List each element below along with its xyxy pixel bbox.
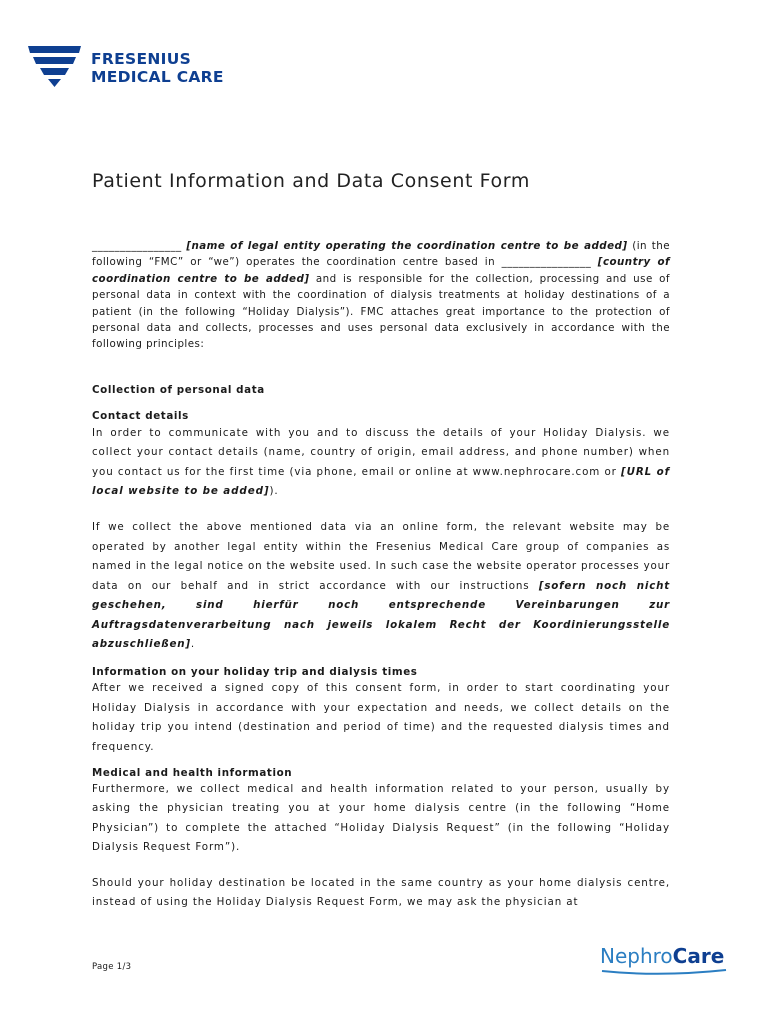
online-text: If we collect the above mentioned data via an online form, the relevant website may be operated by another legal entity within the Fresenius Medical Care group of companies as named in the legal notice on the website used. In such case the website operator processes your data on our behalf and in strict accordance with our instructions — [92, 521, 670, 592]
logo-wordmark — [91, 50, 224, 86]
placeholder-url: [URL of local website to be added] — [92, 465, 671, 498]
fresenius-emblem-icon — [27, 44, 83, 88]
intro-text-1: (in the following “FMC” or “we”) operates the coordination centre based in — [92, 240, 670, 269]
medical-paragraph: Furthermore, we collect medical and health information related to your person, usually by asking the physician treating you at your home dialysis centre (in the following “Home Physician”) to complete the attached “Holiday Dialysis Request” (in the following “Holiday Dialysis Request Form”). — [92, 782, 670, 854]
placeholder-german: [sofern noch nicht geschehen, sind hierfür noch entsprechende Vereinbarungen zur Auftragsdatenverarbeitung nach jeweils lokalem Recht der Koordinierungsstelle abzuschließen] — [92, 579, 671, 650]
section-heading-contact: Contact details — [92, 409, 189, 422]
contact-text: In order to communicate with you and to discuss the details of your Holiday Dialysis. we collect your contact details (name, country of origin, email address, and phone number) when you contact us for the first time (via phone, email or online at www.nephrocare.com or — [92, 426, 670, 478]
section-heading-holiday: Information on your holiday trip and dialysis times — [92, 666, 418, 679]
nephrocare-logo — [600, 944, 724, 968]
document-body — [92, 238, 670, 912]
contact-paragraph — [92, 424, 670, 502]
page-number: Page 1/3 — [92, 962, 132, 972]
logo-line-1: FRESENIUS — [91, 50, 192, 68]
blank-line: ________________ — [501, 256, 592, 269]
fresenius-logo — [27, 44, 237, 90]
blank-line: ________________ — [92, 240, 182, 252]
holiday-destination-paragraph: Should your holiday destination be located in the same country as your home dialysis centre, instead of using the Holiday Dialysis Request Form, we may ask the physician at — [92, 876, 670, 908]
online-form-paragraph — [92, 518, 670, 654]
contact-end: ). — [269, 485, 279, 498]
nephrocare-swoosh-icon — [600, 968, 730, 976]
section-heading-collection: Collection of personal data — [92, 383, 265, 396]
logo-line-2: MEDICAL CARE — [91, 68, 224, 86]
online-end: . — [190, 637, 195, 650]
placeholder-entity: [name of legal entity operating the coordination centre to be added] — [186, 240, 628, 252]
nephrocare-logo-part1: Nephro — [600, 944, 673, 968]
intro-text-2: and is responsible for the collection, processing and use of personal data in context with the coordination of dialysis treatments at holiday destinations of a patient (in the following “Holiday Dialysis”). FMC attaches great importance to the protection of personal data and collects, processes and uses personal data exclusively in accordance with the following principles: — [92, 272, 670, 351]
intro-paragraph — [92, 238, 670, 353]
page-title: Patient Information and Data Consent Form — [92, 170, 530, 192]
nephrocare-logo-part2: Care — [672, 944, 725, 968]
holiday-paragraph: After we received a signed copy of this consent form, in order to start coordinating your Holiday Dialysis in accordance with your expectation and needs, we collect details on the holiday trip you intend (destination and period of time) and the requested dialysis times and frequency. — [92, 682, 670, 753]
placeholder-country: [country of coordination centre to be added] — [92, 256, 670, 285]
section-heading-medical: Medical and health information — [92, 766, 293, 779]
